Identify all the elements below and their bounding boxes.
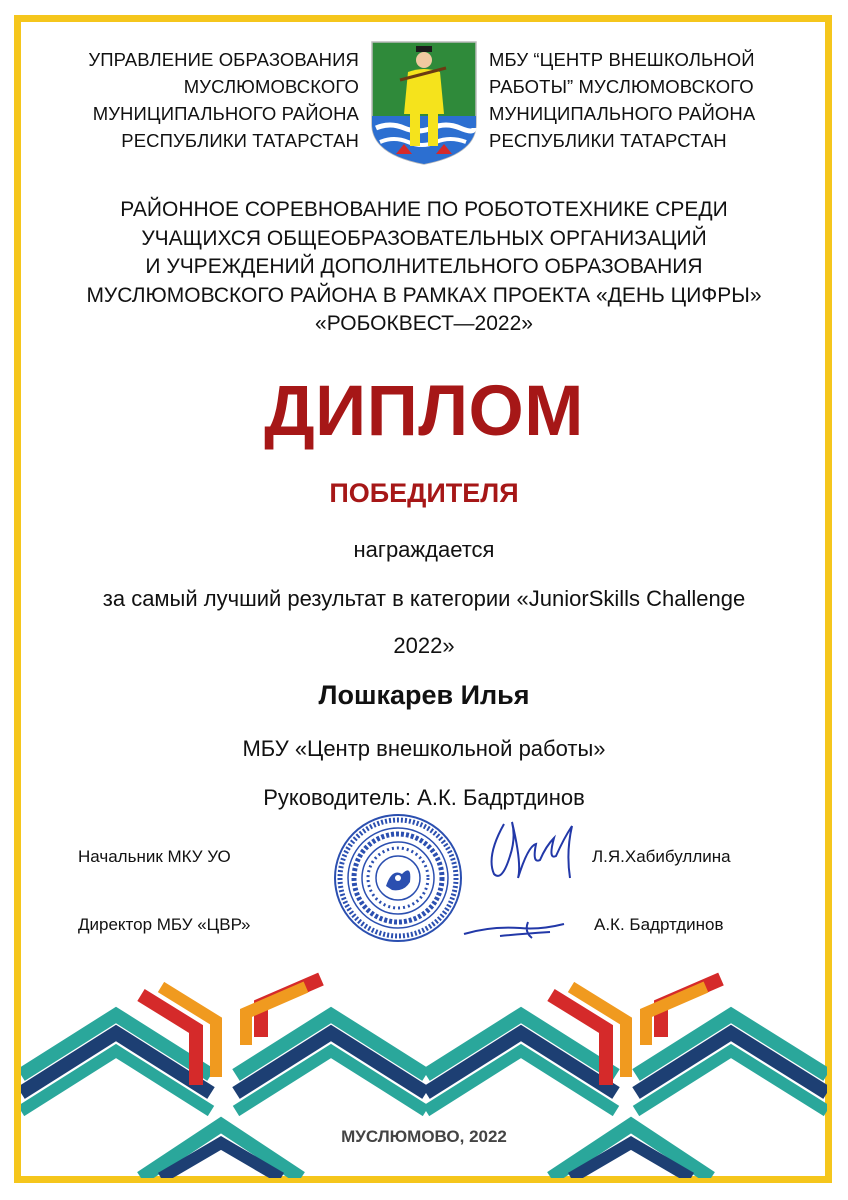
signature-1-icon bbox=[482, 816, 592, 886]
header-left-line: МУСЛЮМОВСКОГО bbox=[183, 76, 359, 97]
diploma-subheading: ПОБЕДИТЕЛЯ bbox=[329, 478, 519, 508]
recipient-organization: МБУ «Центр внешкольной работы» bbox=[242, 736, 606, 761]
event-title bbox=[0, 196, 848, 339]
award-reason-line-2: 2022» bbox=[393, 633, 455, 658]
header-left-organization bbox=[88, 46, 359, 154]
supervisor-text: Руководитель: А.К. Бадртдинов bbox=[263, 785, 585, 810]
header-left-line: УПРАВЛЕНИЕ ОБРАЗОВАНИЯ bbox=[88, 49, 359, 70]
event-title-line: РАЙОННОЕ СОРЕВНОВАНИЕ ПО РОБОТОТЕХНИКЕ СРЕДИ bbox=[120, 198, 728, 221]
event-title-line: И УЧРЕЖДЕНИЙ ДОПОЛНИТЕЛЬНОГО ОБРАЗОВАНИЯ bbox=[145, 255, 703, 278]
footer-place-year: МУСЛЮМОВО, 2022 bbox=[341, 1127, 507, 1146]
signature-2-name: А.К. Бадртдинов bbox=[594, 915, 724, 934]
header-left-line: РЕСПУБЛИКИ ТАТАРСТАН bbox=[121, 130, 359, 151]
award-reason-line-1: за самый лучший результат в категории «JuniorSkills Challenge bbox=[102, 586, 746, 611]
awarded-text: награждается bbox=[353, 537, 495, 562]
event-title-line: УЧАЩИХСЯ ОБЩЕОБРАЗОВАТЕЛЬНЫХ ОРГАНИЗАЦИЙ bbox=[141, 226, 707, 250]
signature-2-icon bbox=[460, 912, 570, 942]
official-seal-icon bbox=[332, 812, 464, 944]
header-right-line: МБУ “ЦЕНТР ВНЕШКОЛЬНОЙ bbox=[489, 49, 755, 70]
header-right-line: РАБОТЫ” МУСЛЮМОВСКОГО bbox=[489, 76, 754, 97]
signature-1-position: Начальник МКУ УО bbox=[78, 847, 231, 866]
header-right-line: РЕСПУБЛИКИ ТАТАРСТАН bbox=[489, 130, 727, 151]
municipal-coat-of-arms-icon bbox=[370, 40, 478, 166]
event-title-line: «РОБОКВЕСТ—2022» bbox=[315, 312, 533, 335]
header-right-line: МУНИЦИПАЛЬНОГО РАЙОНА bbox=[489, 103, 756, 124]
recipient-name: Лошкарев Илья bbox=[318, 680, 530, 710]
signature-2-position: Директор МБУ «ЦВР» bbox=[78, 915, 251, 934]
header-right-organization bbox=[489, 46, 755, 154]
header-left-line: МУНИЦИПАЛЬНОГО РАЙОНА bbox=[92, 103, 359, 124]
diploma-heading: ДИПЛОМ bbox=[264, 372, 584, 451]
event-title-line: МУСЛЮМОВСКОГО РАЙОНА В РАМКАХ ПРОЕКТА «ДЕНЬ ЦИФРЫ» bbox=[86, 283, 762, 307]
signature-1-name: Л.Я.Хабибуллина bbox=[592, 847, 731, 866]
